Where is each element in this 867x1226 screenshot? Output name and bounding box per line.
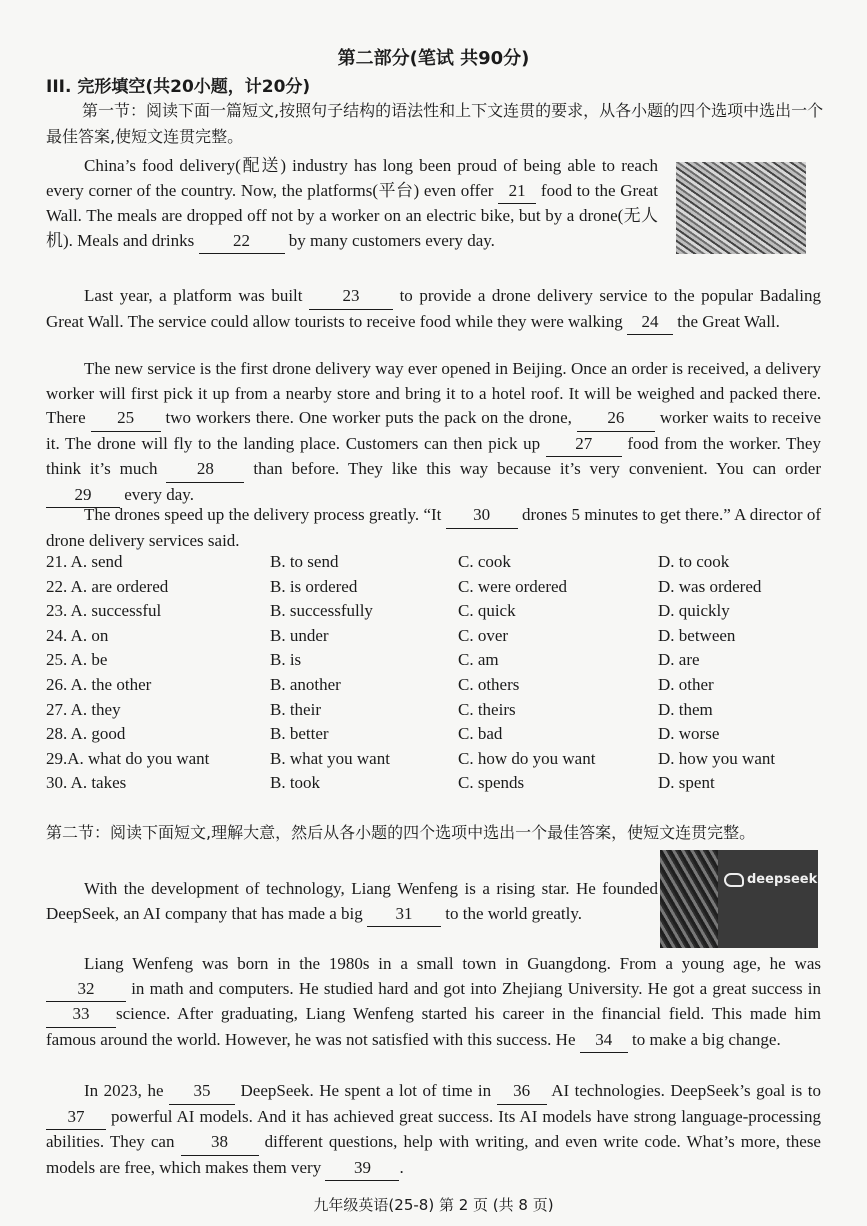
- blank-29[interactable]: 29: [46, 483, 120, 509]
- option-c[interactable]: C. am: [458, 650, 499, 670]
- blank-30[interactable]: 30: [446, 503, 518, 529]
- text: Liang Wenfeng was born in the 1980s in a small town in Guangdong. From a young age, he was: [84, 954, 821, 973]
- options-row-30: [46, 773, 826, 797]
- text: worker waits to receive it. The drone will fly to the landing place. Customers can then pick up: [46, 408, 821, 453]
- option-a[interactable]: 21. A. send: [46, 552, 123, 571]
- options-row-26: [46, 675, 826, 699]
- blank-34[interactable]: 34: [580, 1028, 628, 1054]
- deepseek-logo: [724, 872, 817, 887]
- option-c[interactable]: C. theirs: [458, 699, 516, 719]
- option-c[interactable]: C. quick: [458, 601, 516, 621]
- blank-36[interactable]: 36: [497, 1079, 547, 1105]
- option-c[interactable]: C. others: [458, 675, 520, 694]
- blank-39[interactable]: 39: [325, 1156, 399, 1182]
- liang-wenfeng-deepseek-photo: [660, 850, 818, 948]
- options-row-29: [46, 749, 826, 773]
- text: China’s food delivery(配送) industry has long been proud of being able to reach every corner of the country. Now, the platforms(平台) even offer: [46, 156, 658, 200]
- option-b[interactable]: B. their: [270, 699, 321, 719]
- option-d[interactable]: D. how you want: [658, 748, 776, 768]
- option-a[interactable]: 22. A. are ordered: [46, 576, 169, 596]
- passage2-paragraph-2: [46, 952, 821, 1053]
- text: In 2023, he: [84, 1081, 170, 1100]
- text: in math and computers. He studied hard and got into Zhejiang University. He got a great success in: [126, 978, 821, 998]
- options-row-25: [46, 650, 826, 674]
- part2-instruction: 第二节：阅读下面短文,理解大意，然后从各小题的四个选项中选出一个最佳答案，使短文连贯完整。: [46, 823, 756, 842]
- text: two workers there. One worker puts the pack on the drone,: [160, 408, 577, 427]
- options-row-28: [46, 724, 826, 748]
- passage1-paragraph-2: [46, 284, 821, 335]
- option-a[interactable]: 24. A. on: [46, 625, 109, 645]
- option-a[interactable]: 27. A. they: [46, 699, 121, 719]
- blank-22[interactable]: 22: [199, 229, 285, 255]
- text: by many customers every day.: [284, 230, 495, 250]
- option-d[interactable]: D. other: [658, 675, 714, 694]
- text: food from the worker. They think it’s much: [46, 433, 821, 478]
- option-b[interactable]: B. is ordered: [270, 576, 358, 596]
- blank-32[interactable]: 32: [46, 977, 126, 1003]
- text: powerful AI models. And it has achieved great success. Its AI models have strong language-processing abilities. They can: [46, 1106, 821, 1151]
- blank-24[interactable]: 24: [627, 310, 673, 336]
- whale-icon: [724, 873, 744, 887]
- option-a[interactable]: 25. A. be: [46, 650, 108, 670]
- page-footer: 九年级英语(25-8) 第 2 页 (共 8 页): [313, 1196, 554, 1214]
- blank-21[interactable]: 21: [498, 179, 536, 205]
- option-c[interactable]: C. spends: [458, 773, 525, 793]
- option-b[interactable]: B. another: [270, 675, 341, 694]
- blank-33[interactable]: 33: [46, 1002, 116, 1028]
- option-a[interactable]: 23. A. successful: [46, 601, 162, 621]
- options-row-22: [46, 577, 826, 601]
- option-b[interactable]: B. what you want: [270, 748, 390, 768]
- blank-38[interactable]: 38: [181, 1130, 259, 1156]
- blank-31[interactable]: 31: [367, 902, 441, 928]
- option-b[interactable]: B. to send: [270, 552, 339, 571]
- text: every day.: [120, 484, 194, 504]
- part1-instruction: 第一节：阅读下面一篇短文,按照句子结构的语法性和上下文连贯的要求，从各小题的四个选项中选出一个最佳答案,使短文连贯完整。: [46, 101, 824, 146]
- option-d[interactable]: D. between: [658, 625, 736, 645]
- passage1-paragraph-3: [46, 357, 821, 508]
- option-a[interactable]: 26. A. the other: [46, 675, 152, 694]
- text: AI technologies. DeepSeek’s goal is to: [546, 1081, 821, 1100]
- portrait-image: [660, 850, 718, 948]
- text: than before. They like this way because it’s very convenient. You can order: [244, 459, 821, 478]
- section-heading: III. 完形填空(共20小题，计20分): [46, 77, 311, 97]
- text: The drones speed up the delivery process greatly. “It: [84, 505, 446, 524]
- text: food to the Great Wall. The meals are dropped off not by a worker on an electric bike, but by a drone(无人机). Meals and drinks: [46, 180, 658, 250]
- option-d[interactable]: D. to cook: [658, 552, 730, 571]
- blank-28[interactable]: 28: [166, 457, 244, 483]
- text: the Great Wall.: [673, 311, 780, 331]
- option-b[interactable]: B. is: [270, 650, 302, 670]
- option-a[interactable]: 30. A. takes: [46, 773, 127, 793]
- option-d[interactable]: D. them: [658, 699, 713, 719]
- options-row-23: [46, 601, 826, 625]
- option-b[interactable]: B. under: [270, 625, 329, 645]
- option-d[interactable]: D. was ordered: [658, 576, 762, 596]
- logo-text: deepseek: [747, 872, 818, 887]
- blank-25[interactable]: 25: [91, 406, 161, 432]
- blank-23[interactable]: 23: [309, 284, 393, 310]
- text: The new service is the first drone delivery way ever opened in Beijing. Once an order is received, a delivery worker will first pick it up from a nearby store and bring it to a hotel roof. It will be weighed and packed there. There: [46, 359, 821, 427]
- option-c[interactable]: C. how do you want: [458, 748, 596, 768]
- option-c[interactable]: C. over: [458, 625, 509, 645]
- blank-37[interactable]: 37: [46, 1105, 106, 1131]
- option-c[interactable]: C. were ordered: [458, 576, 568, 596]
- option-d[interactable]: D. spent: [658, 773, 715, 793]
- text: different questions, help with writing, and even write code. What’s more, these models are free, which makes them very: [46, 1132, 821, 1177]
- great-wall-drone-photo: [676, 162, 806, 254]
- option-c[interactable]: C. bad: [458, 724, 503, 744]
- option-d[interactable]: D. are: [658, 650, 700, 670]
- option-b[interactable]: B. took: [270, 773, 321, 793]
- blank-27[interactable]: 27: [546, 432, 622, 458]
- text: drones 5 minutes to get there.” A director of drone delivery services said.: [46, 505, 821, 550]
- blank-35[interactable]: 35: [169, 1079, 235, 1105]
- text: With the development of technology, Liang Wenfeng is a rising star. He founded DeepSeek, an AI company that has made a big: [46, 879, 658, 923]
- text: to make a big change.: [627, 1029, 781, 1049]
- options-row-24: [46, 626, 826, 650]
- option-a[interactable]: 29.A. what do you want: [46, 748, 210, 768]
- text: to the world greatly.: [441, 903, 583, 923]
- options-row-21: [46, 552, 826, 576]
- text: science. After graduating, Liang Wenfeng started his career in the financial field. This made him famous around the world. However, he was not satisfied with this success. He: [46, 1004, 821, 1049]
- text: DeepSeek. He spent a lot of time in: [235, 1081, 497, 1100]
- option-d[interactable]: D. quickly: [658, 601, 730, 621]
- option-a[interactable]: 28. A. good: [46, 724, 126, 744]
- text: to provide a drone delivery service to the popular Badaling Great Wall. The service could allow tourists to receive food while they were walking: [46, 286, 822, 331]
- options-row-27: [46, 700, 826, 724]
- text: Last year, a platform was built: [84, 286, 310, 305]
- option-b[interactable]: B. successfully: [270, 601, 373, 621]
- option-d[interactable]: D. worse: [658, 724, 720, 744]
- passage2-paragraph-3: [46, 1079, 821, 1181]
- blank-26[interactable]: 26: [577, 406, 655, 432]
- passage2-paragraph-1: [46, 877, 658, 927]
- page-title: 第二部分(笔试 共90分): [337, 48, 530, 69]
- passage1-paragraph-4: [46, 503, 821, 553]
- passage1-paragraph-1: [46, 154, 658, 254]
- option-b[interactable]: B. better: [270, 724, 329, 744]
- option-c[interactable]: C. cook: [458, 552, 511, 571]
- text: .: [399, 1157, 404, 1177]
